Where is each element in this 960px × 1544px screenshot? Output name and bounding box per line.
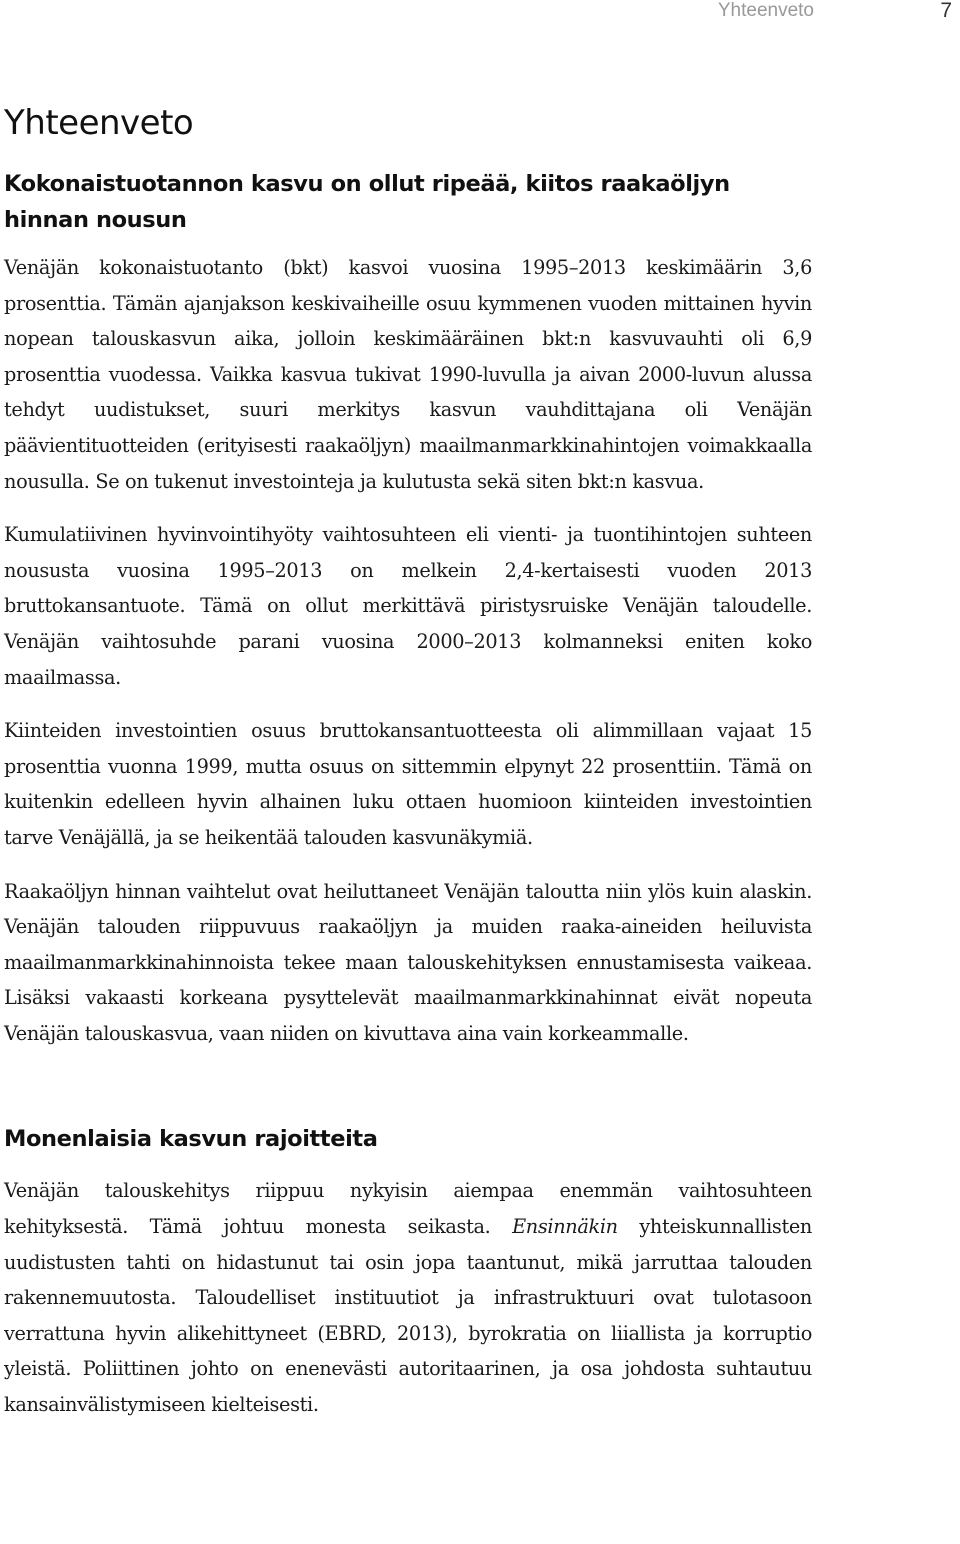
paragraph-investments: Kiinteiden investointien osuus bruttokansantuotteesta oli alimmillaan vajaat 15 prosenttia vuonna 1999, mutta osuus on sittemmin elpynyt 22 prosenttiin. Tämä on kuitenkin edelleen hyvin alhainen luku ottaen huomioon kiinteiden investointien tarve Venäjällä, ja se heikentää talouden kasvunäkymiä. (4, 719, 812, 849)
paragraph-constraints-start: Venäjän talouskehitys riippuu nykyisin aiempaa enemmän vaihtosuhteen kehityksestä. Tämä johtuu monesta seikasta. (4, 1179, 812, 1239)
running-title: Yhteenveto (717, 0, 814, 21)
running-header (0, 0, 960, 24)
paragraph-oil-price: Raakaöljyn hinnan vaihtelut ovat heiluttaneet Venäjän taloutta niin ylös kuin alaskin. Venäjän talouden riippuvuus raakaöljyn ja muiden raaka-aineiden heiluvista maailmanmarkkinahinnoista tekee maan talouskehityksen ennustamisesta vaikeaa. Lisäksi vakaasti korkeana pysyttelevät maailmanmarkkinahinnat eivät nopeuta Venäjän talouskasvua, vaan niiden on kivuttava aina vain korkeammalle. (4, 879, 812, 1045)
paragraph-terms-of-trade: Kumulatiivinen hyvinvointihyöty vaihtosuhteen eli vienti- ja tuontihintojen suhteen noususta vuosina 1995–2013 on melkein 2,4-kertaisesti vuoden 2013 bruttokansantuote. Tämä on ollut merkittävä piristysruiske Venäjän taloudelle. Venäjän vaihtosuhde parani vuosina 2000–2013 kolmanneksi eniten koko maailmassa. (4, 523, 812, 689)
section-heading-growth: Kokonaistuotannon kasvu on ollut ripeää, kiitos raakaöljyn hinnan nousun (4, 171, 730, 233)
page-content (4, 100, 812, 1441)
paragraph-constraints-end: yhteiskunnallisten uudistusten tahti on hidastunut tai osin jopa taantunut, mikä jarruttaa talouden rakennemuutosta. Taloudelliset instituutiot ja infrastruktuuri ovat tulotasoon verrattuna hyvin alikehittyneet (EBRD, 2013), byrokratia on liiallista ja korruptio yleistä. Poliittinen johto on enenevästi autoritaarinen, ja osa johdosta suhtautuu kansainvälistymiseen kielteisesti. (4, 1215, 812, 1417)
page-title: Yhteenveto (4, 103, 194, 143)
page-number: 7 (940, 0, 952, 22)
paragraph-constraints (4, 1173, 812, 1422)
paragraph-gdp-growth: Venäjän kokonaistuotanto (bkt) kasvoi vuosina 1995–2013 keskimäärin 3,6 prosenttia. Tämän ajanjakson keskivaiheille osuu kymmenen vuoden mittainen hyvin nopean talouskasvun aika, jolloin keskimääräinen bkt:n kasvuvauhti oli 6,9 prosenttia vuodessa. Vaikka kasvua tukivat 1990-luvulla ja aivan 2000-luvun alussa tehdyt uudistukset, suuri merkitys kasvun vauhdittajana oli Venäjän päävientituotteiden (erityisesti raakaöljyn) maailmanmarkkinahintojen voimakkaalla nousulla. Se on tukenut investointeja ja kulutusta sekä siten bkt:n kasvua. (4, 256, 812, 493)
emphasis-ensinnakin: Ensinnäkin (512, 1215, 618, 1239)
section-heading-constraints: Monenlaisia kasvun rajoitteita (4, 1126, 378, 1153)
